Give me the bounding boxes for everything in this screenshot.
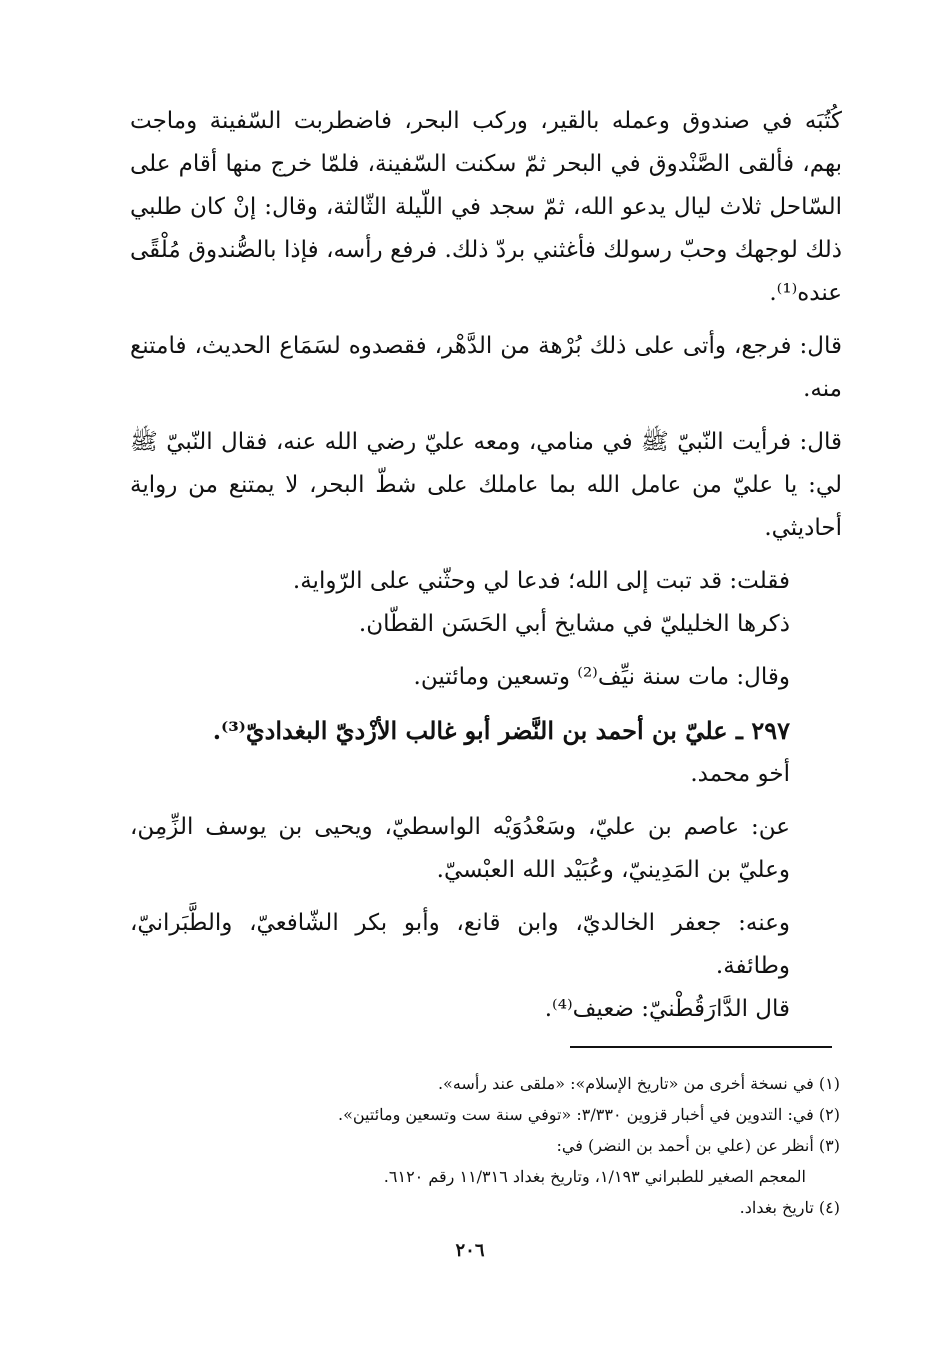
footnote-1: (١) في نسخة أخرى من «تاريخ الإسلام»: «ملقى عند رأسه». — [437, 1074, 840, 1093]
footnote-3-continued: المعجم الصغير للطبراني ١/١٩٣، وتاريخ بغداد ١١/٣١٦ رقم ٦١٢٠. — [383, 1167, 806, 1186]
paragraph-2: قال: فرجع، وأتى على ذلك بُرْهة من الدَّهْر، فقصدوه لسَمَاع الحديث، فامتنع منه. — [130, 333, 842, 402]
paragraph-10: قال الدَّارَقُطْنيّ: ضعيف⁽⁴⁾. — [544, 996, 790, 1022]
page-number: ٢٠٦ — [455, 1240, 485, 1261]
paragraph-8: عن: عاصم بن عليّ، وسَعْدُوَيْه الواسطيّ، ويحيى بن يوسف الزِّمِن، وعليّ بن المَدِينيّ، وعُبَيْد الله العبْسيّ. — [130, 814, 790, 883]
main-text — [130, 100, 842, 1031]
footnotes — [280, 1068, 840, 1223]
footnote-4: (٤) تاريخ بغداد. — [739, 1198, 840, 1217]
footnote-2: (٢) في: التدوين في أخبار قزوين ٣/٣٣٠: «توفي سنة ست وتسعين ومائتين». — [338, 1105, 840, 1124]
entry-heading: ٢٩٧ ـ عليّ بن أحمد بن النَّضر أبو غالب الأزْديّ البغداديّ⁽³⁾. — [212, 716, 790, 745]
paragraph-7: أخو محمد. — [690, 761, 790, 787]
footnote-3: (٣) أنظر عن (علي بن أحمد بن النضر) في: — [556, 1136, 840, 1155]
paragraph-9: وعنه: جعفر الخالديّ، وابن قانع، وأبو بكر الشّافعيّ، والطَّبَرانيّ، وطائفة. — [130, 910, 790, 979]
paragraph-6: وقال: مات سنة نيِّف⁽²⁾ وتسعين ومائتين. — [413, 664, 790, 690]
paragraph-4: فقلت: قد تبت إلى الله؛ فدعا لي وحثّني على الرّواية. — [292, 568, 790, 594]
paragraph-3: قال: فرأيت النّبيّ ﷺ في منامي، ومعه عليّ رضي الله عنه، فقال النّبيّ ﷺ لي: يا عليّ من عامل الله بما عاملك على شطّ البحر، لا يمتنع من رواية أحاديثي. — [130, 429, 842, 541]
footnote-divider — [570, 1046, 832, 1048]
paragraph-5: ذكرها الخليليّ في مشايخ أبي الحَسَن القطّان. — [358, 611, 790, 637]
paragraph-1: كُتُبَه في صندوق وعمله بالقير، وركب البحر، فاضطربت السّفينة وماجت بهم، فألقى الصَّنْدوق في البحر ثمّ سكنت السّفينة، فلمّا خرج منها أقام على السّاحل ثلاث ليال يدعو الله، ثمّ سجد في اللّيلة الثّالثة، وقال: إنْ كان طلبي ذلك لوجهك وحبّ رسولك فأغثني بردّ ذلك. فرفع رأسه، فإذا بالصُّندوق مُلْقًى عنده⁽¹⁾. — [130, 108, 842, 306]
